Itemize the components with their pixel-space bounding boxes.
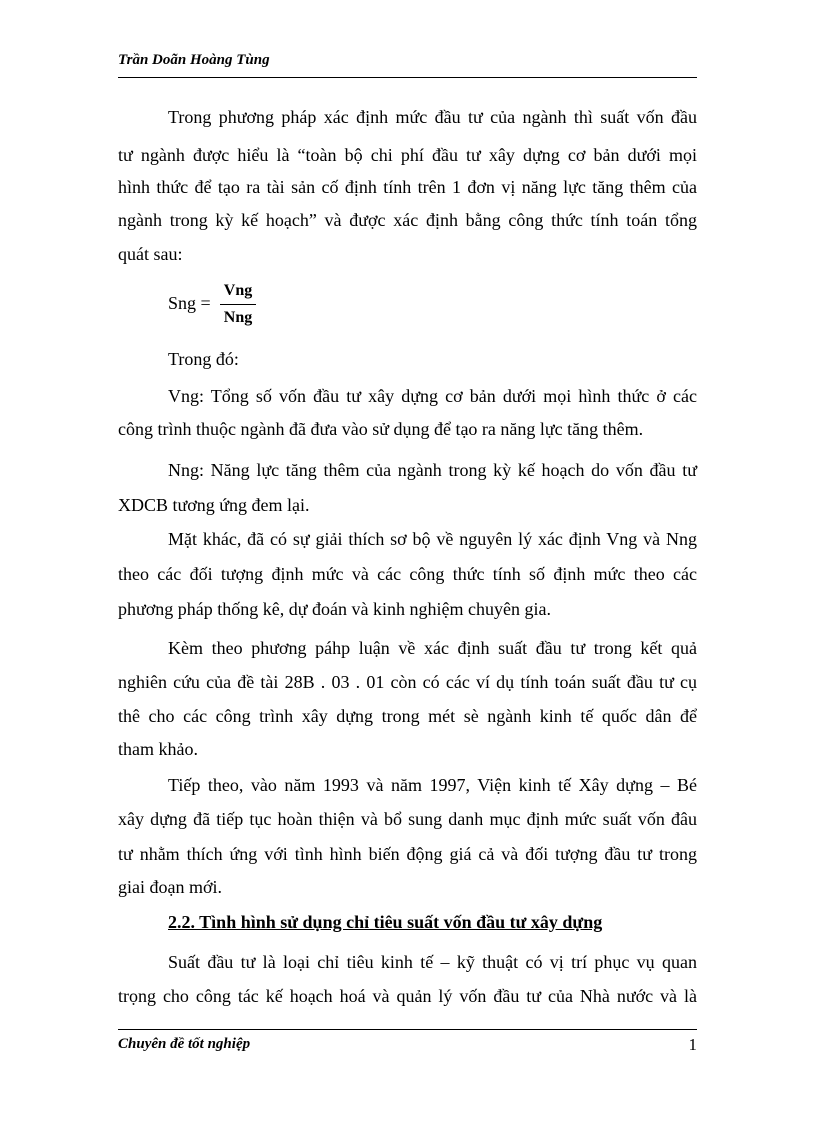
text-line: tư nhằm thích ứng với tình hình biến động giá cả và đối tượng đầu tư trong: [118, 844, 697, 864]
text-line: Mặt khác, đã có sự giải thích sơ bộ về nguyên lý xác định Vng và Nng: [168, 529, 697, 549]
text-line: thê cho các công trình xây dựng trong mét sè ngành kinh tế quốc dân để: [118, 706, 697, 726]
text-line: công trình thuộc ngành đã đưa vào sử dụng để tạo ra năng lực tăng thêm.: [118, 419, 644, 439]
text-line: Kèm theo phương páhp luận về xác định suất đầu tư trong kết quả: [168, 638, 697, 658]
footer-title: Chuyên đề tốt nghiệp: [118, 1036, 251, 1052]
formula-denominator: Nng: [223, 309, 253, 326]
text-line: hình thức để tạo ra tài sản cố định tính trên 1 đơn vị năng lực tăng thêm của: [118, 177, 697, 197]
text-line: trọng cho công tác kế hoạch hoá và quản lý vốn đầu tư của Nhà nước và là: [118, 986, 697, 1006]
text-line: tham khảo.: [118, 739, 198, 759]
text-line: giai đoạn mới.: [118, 877, 223, 897]
text-line: Nng: Năng lực tăng thêm của ngành trong kỳ kế hoạch do vốn đầu tư: [168, 460, 697, 480]
text-line: xây dựng đã tiếp tục hoàn thiện và bổ sung danh mục định mức suất vốn đâu: [118, 809, 697, 829]
page-number: 1: [688, 1035, 697, 1054]
text-line: tư ngành được hiểu là “toàn bộ chi phí đầu tư xây dựng cơ bản dưới mọi: [118, 145, 697, 165]
formula-numerator: Vng: [223, 282, 253, 299]
header-author: Trần Doãn Hoàng Tùng: [118, 52, 270, 68]
formula-lhs: Sng =: [168, 293, 211, 313]
text-line: Trong phương pháp xác định mức đầu tư của ngành thì suất vốn đầu: [168, 107, 697, 127]
text-line: XDCB tương ứng đem lại.: [118, 495, 310, 515]
text-line: ngành trong kỳ kế hoạch” và được xác định bằng công thức tính toán tổng: [118, 210, 697, 230]
text-line: quát sau:: [118, 244, 183, 264]
text-line: theo các đối tượng định mức và các công thức tính số định mức theo các: [118, 564, 697, 584]
text-line: Vng: Tổng số vốn đầu tư xây dựng cơ bản dưới mọi hình thức ở các: [168, 386, 697, 406]
fraction-bar: [220, 304, 256, 305]
where-label: Trong đó:: [168, 349, 239, 369]
header-divider: [118, 77, 697, 78]
text-line: nghiên cứu của đề tài 28B . 03 . 01 còn có các ví dụ tính toán suất đầu tư cụ: [118, 672, 697, 692]
text-line: phương pháp thống kê, dự đoán và kinh nghiệm chuyên gia.: [118, 599, 551, 619]
text-line: Suất đầu tư là loại chỉ tiêu kinh tế – kỹ thuật có vị trí phục vụ quan: [168, 952, 697, 972]
footer-divider: [118, 1029, 697, 1030]
text-line: Tiếp theo, vào năm 1993 và năm 1997, Viện kinh tế Xây dựng – Bé: [168, 775, 697, 795]
section-heading: 2.2. Tình hình sử dụng chỉ tiêu suất vốn đầu tư xây dựng: [168, 912, 603, 932]
